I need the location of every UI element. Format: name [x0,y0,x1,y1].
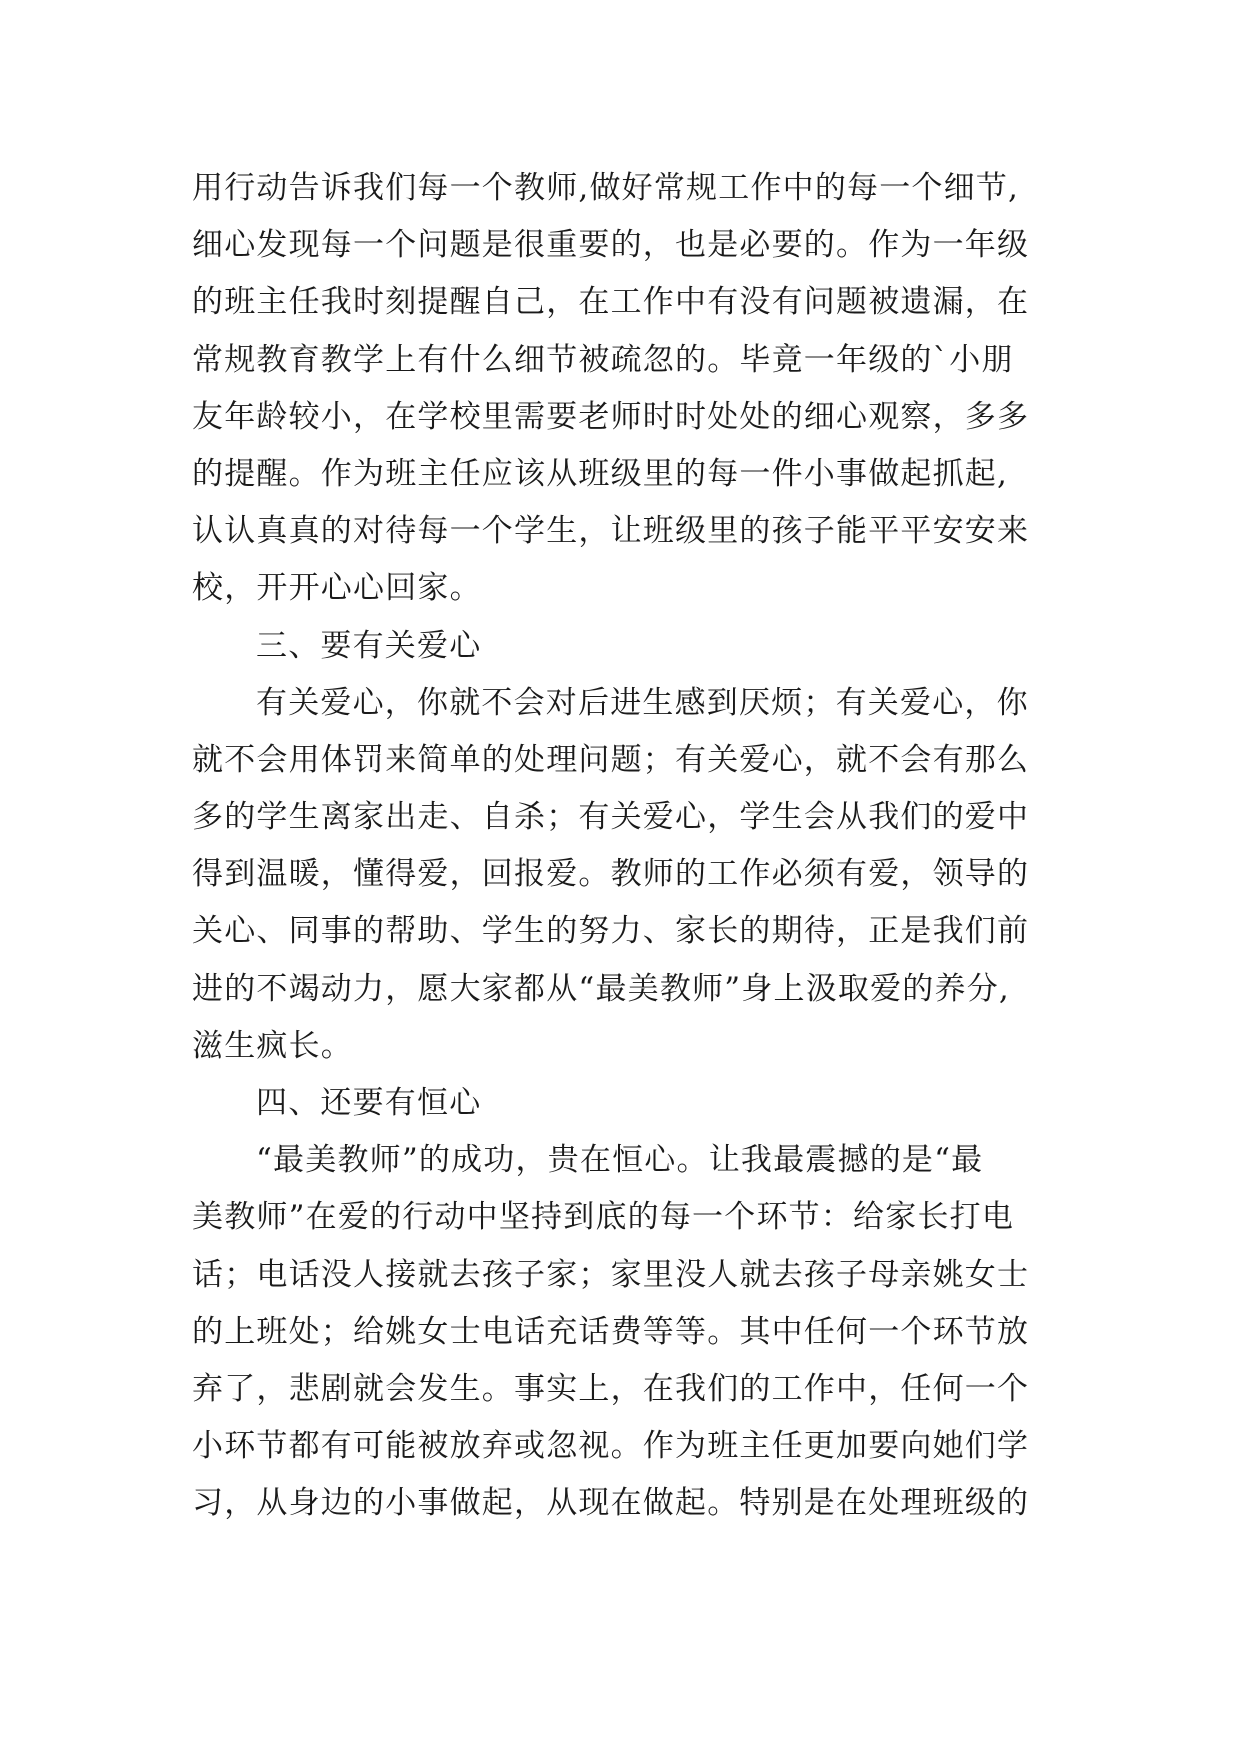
text-line: 常规教育教学上有什么细节被疏忽的。毕竟一年级的`小朋 [192,341,1014,378]
text-line: 友年龄较小，在学校里需要老师时时处处的细心观察，多多 [192,398,1030,435]
text-line: 多的学生离家出走、自杀；有关爱心，学生会从我们的爱中 [192,799,1030,836]
section-heading: 四、还要有恒心 [256,1085,482,1121]
text-line: 的上班处；给姚女士电话充话费等等。其中任何一个环节放 [192,1313,1030,1350]
section-heading: 三、要有关爱心 [256,627,482,664]
text-line: 弃了，悲剧就会发生。事实上，在我们的工作中，任何一个 [192,1370,1030,1407]
text-line: 的提醒。作为班主任应该从班级里的每一件小事做起抓起, [192,455,1009,492]
text-line: 小环节都有可能被放弃或忽视。作为班主任更加要向她们学 [192,1428,1030,1465]
text-line: 得到温暖，懂得爱，回报爱。教师的工作必须有爱，领导的 [192,856,1030,893]
text-line: 滋生疯长。 [192,1027,353,1064]
text-line: 美教师”在爱的行动中坚持到底的每一个环节：给家长打电 [192,1199,1015,1236]
text-line: 的班主任我时刻提醒自己，在工作中有没有问题被遗漏，在 [192,284,1030,321]
document-body [192,160,1072,1533]
text-line: 细心发现每一个问题是很重要的，也是必要的。作为一年级 [192,227,1030,264]
text-line: 关心、同事的帮助、学生的努力、家长的期待，正是我们前 [192,913,1030,950]
text-line: 进的不竭动力，愿大家都从“最美教师”身上汲取爱的养分, [192,970,1010,1007]
text-line: 就不会用体罚来简单的处理问题；有关爱心，就不会有那么 [192,741,1030,778]
text-line: 习，从身边的小事做起，从现在做起。特别是在处理班级的 [192,1485,1030,1522]
text-line: 话；电话没人接就去孩子家；家里没人就去孩子母亲姚女士 [192,1256,1030,1293]
text-line: 校，开开心心回家。 [192,570,482,607]
paragraph-first-line: 有关爱心，你就不会对后进生感到厌烦；有关爱心，你 [256,684,1029,721]
paragraph-first-line: “最美教师”的成功，贵在恒心。让我最震撼的是“最 [256,1142,984,1179]
text-line: 用行动告诉我们每一个教师,做好常规工作中的每一个细节, [192,170,1020,206]
text-line: 认认真真的对待每一个学生，让班级里的孩子能平平安安来 [192,513,1030,550]
